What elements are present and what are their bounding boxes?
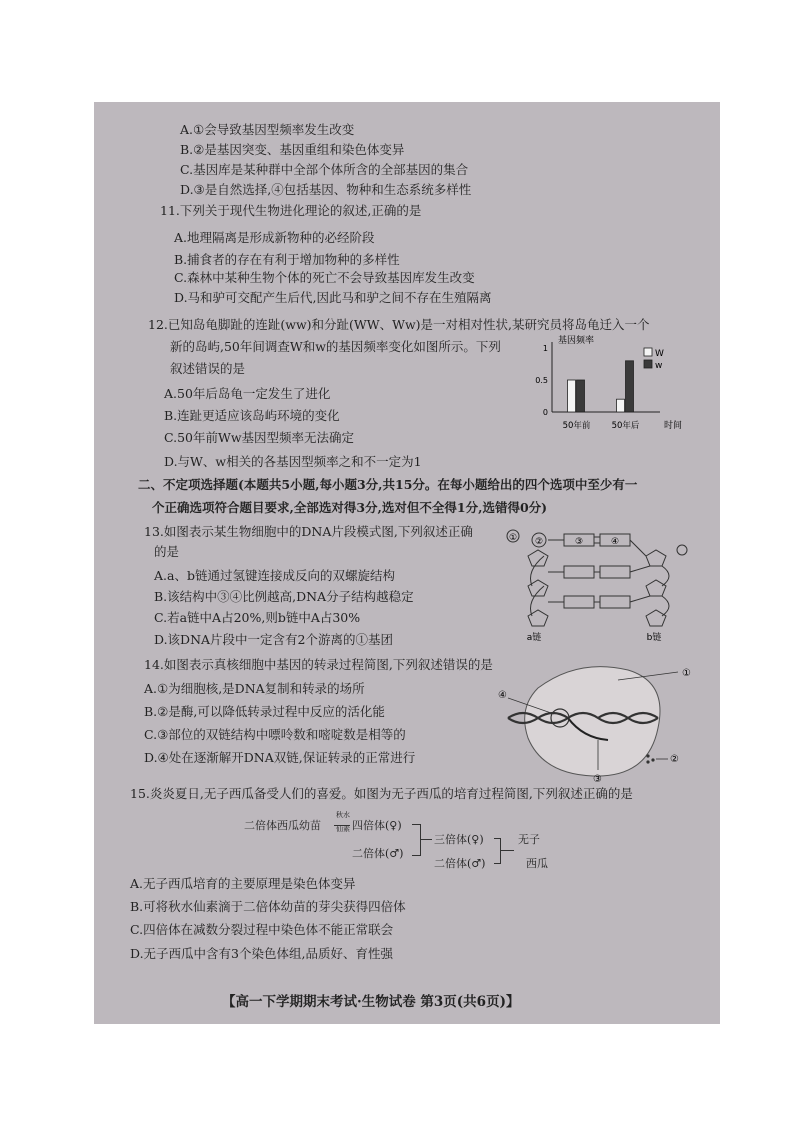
chart-bar-W [617, 399, 625, 412]
chain-a-backbone [531, 556, 545, 616]
chart-y-tick-label: 0 [542, 408, 548, 417]
chart-x-tick-label: 50年前 [562, 421, 591, 431]
transcription-diagram [498, 658, 698, 792]
sugar-b3 [646, 610, 666, 626]
q12-stem-line-1: 12.已知岛龟脚趾的连趾(ww)和分趾(WW、Ww)是一对相对性状,某研究员将岛龟迁入一个 [148, 317, 650, 332]
chart-legend-swatch-w [644, 360, 652, 368]
q12-stem-line-3: 叙述错误的是 [170, 361, 246, 376]
q11-stem: 11.下列关于现代生物进化理论的叙述,正确的是 [160, 203, 422, 218]
flow-diploid: 二倍体(♂) [352, 847, 404, 860]
dna-label-2: ② [534, 537, 544, 547]
q13-stem-line-1: 13.如图表示某生物细胞中的DNA片段模式图,下列叙述正确 [144, 524, 473, 539]
chain-b-label: b链 [646, 633, 662, 643]
q14-option-c: C.③部位的双链结构中嘌呤数和嘧啶数是相等的 [144, 727, 406, 742]
flow-bracket-2 [494, 838, 501, 864]
chart-bar-w [626, 361, 634, 412]
q13-option-a: A.a、b链通过氢键连接成反向的双螺旋结构 [154, 568, 395, 583]
chart-legend-label-w: w [655, 361, 663, 371]
flow-result-line-2: 西瓜 [526, 857, 548, 870]
q14-stem: 14.如图表示真核细胞中基因的转录过程简图,下列叙述错误的是 [144, 657, 493, 672]
chart-x-label: 时间 [664, 421, 683, 431]
enzyme-dot [646, 760, 649, 763]
flow-result-line-1: 无子 [518, 833, 540, 846]
chart-bar-W [568, 380, 576, 412]
bond-line [630, 596, 650, 602]
transcription-label-1: ① [682, 668, 691, 679]
q14-option-a: A.①为细胞核,是DNA复制和转录的场所 [144, 681, 365, 696]
flow-seedling: 二倍体西瓜幼苗 [244, 819, 321, 832]
q12-stem-line-2: 新的岛屿,50年间调查W和w的基因频率变化如图所示。下列 [170, 339, 501, 354]
chart-y-tick-label: 0.5 [535, 376, 548, 385]
chart-y-label: 基因频率 [558, 336, 595, 346]
bond-line [630, 540, 646, 556]
q13-stem-line-2: 的是 [154, 544, 180, 559]
q12-option-c: C.50年前Ww基因型频率无法确定 [164, 430, 355, 445]
bond-line [630, 566, 650, 572]
flow-bracket-1 [412, 824, 421, 856]
q12-option-d: D.与W、w相关的各基因型频率之和不一定为1 [164, 454, 422, 469]
chain-a-label: a链 [526, 633, 542, 643]
transcription-label-2: ② [670, 754, 679, 765]
q10-option-a: A.①会导致基因型频率发生改变 [180, 122, 355, 137]
enzyme-dot [651, 758, 654, 761]
q11-option-c: C.森林中某种生物个体的死亡不会导致基因库发生改变 [174, 270, 475, 285]
flow-reagent-bottom: 仙素 [336, 825, 350, 833]
dna-label-1: ① [508, 533, 518, 543]
q15-option-d: D.无子西瓜中含有3个染色体组,品质好、育性强 [130, 946, 393, 961]
dna-label-3: ③ [574, 537, 584, 547]
q11-option-b: B.捕食者的存在有利于增加物种的多样性 [174, 252, 400, 267]
flow-reagent-top: 秋水 [336, 811, 350, 819]
chart-bar-w [577, 380, 585, 412]
q10-option-b: B.②是基因突变、基因重组和染色体变异 [180, 142, 405, 157]
section-2-heading-line-2: 个正确选项符合题目要求,全部选对得3分,选对但不全得1分,选错得0分) [152, 500, 548, 515]
q15-option-c: C.四倍体在减数分裂过程中染色体不能正常联会 [130, 922, 394, 937]
q13-option-b: B.该结构中③④比例越高,DNA分子结构越稳定 [154, 589, 414, 604]
q10-option-d: D.③是自然选择,④包括基因、物种和生态系统多样性 [180, 182, 472, 197]
enzyme-dot [646, 754, 649, 757]
chart-x-tick-label: 50年后 [611, 421, 640, 431]
watermelon-breeding-flow [244, 811, 574, 874]
q12-option-b: B.连趾更适应该岛屿环境的变化 [164, 408, 340, 423]
flow-arrow-1 [334, 825, 350, 826]
flow-tetraploid: 四倍体(♀) [352, 819, 402, 832]
sugar-b1 [646, 550, 666, 566]
exam-page [94, 102, 720, 1024]
section-2-heading-line-1: 二、不定项选择题(本题共5小题,每小题3分,共15分。在每小题给出的四个选项中至少有一 [138, 477, 638, 492]
q12-option-a: A.50年后岛龟一定发生了进化 [164, 386, 331, 401]
q15-stem: 15.炎炎夏日,无子西瓜备受人们的喜爱。如图为无子西瓜的培育过程简图,下列叙述正确的是 [130, 786, 633, 801]
page-footer: 【高一下学期期末考试·生物试卷 第3页(共6页)】 [222, 994, 520, 1010]
base-box [564, 596, 594, 608]
chart-y-tick-label: 1 [542, 344, 548, 353]
flow-triploid-male: 二倍体(♂) [434, 857, 486, 870]
base-box [600, 596, 630, 608]
q10-option-c: C.基因库是某种群中全部个体所含的全部基因的集合 [180, 162, 469, 177]
chart-legend-swatch-W [644, 348, 652, 356]
dna-segment-diagram [504, 526, 700, 646]
q14-option-d: D.④处在逐渐解开DNA双链,保证转录的正常进行 [144, 750, 416, 765]
transcription-label-4: ④ [498, 690, 507, 701]
flow-arrow-3 [500, 850, 514, 851]
dna-label-4: ④ [610, 537, 620, 547]
base-box [564, 566, 594, 578]
chart-legend-label-W: W [655, 349, 664, 359]
q15-option-b: B.可将秋水仙素滴于二倍体幼苗的芽尖获得四倍体 [130, 899, 406, 914]
phosphate-3-circle [677, 545, 687, 555]
flow-triploid-female: 三倍体(♀) [434, 833, 484, 846]
q13-option-d: D.该DNA片段中一定含有2个游离的①基团 [154, 632, 393, 647]
q11-option-d: D.马和驴可交配产生后代,因此马和驴之间不存在生殖隔离 [174, 290, 492, 305]
sugar-a1 [528, 550, 548, 566]
q11-option-a: A.地理隔离是形成新物种的必经阶段 [174, 230, 375, 245]
gene-frequency-chart [530, 334, 700, 434]
q14-option-b: B.②是酶,可以降低转录过程中反应的活化能 [144, 704, 385, 719]
q13-option-c: C.若a链中A占20%,则b链中A占30% [154, 610, 361, 625]
chain-b-backbone [662, 566, 669, 616]
q15-option-a: A.无子西瓜培育的主要原理是染色体变异 [130, 876, 356, 891]
flow-arrow-2 [420, 839, 432, 840]
sugar-b2 [646, 580, 666, 596]
base-box [600, 566, 630, 578]
transcription-label-3: ③ [593, 774, 602, 785]
